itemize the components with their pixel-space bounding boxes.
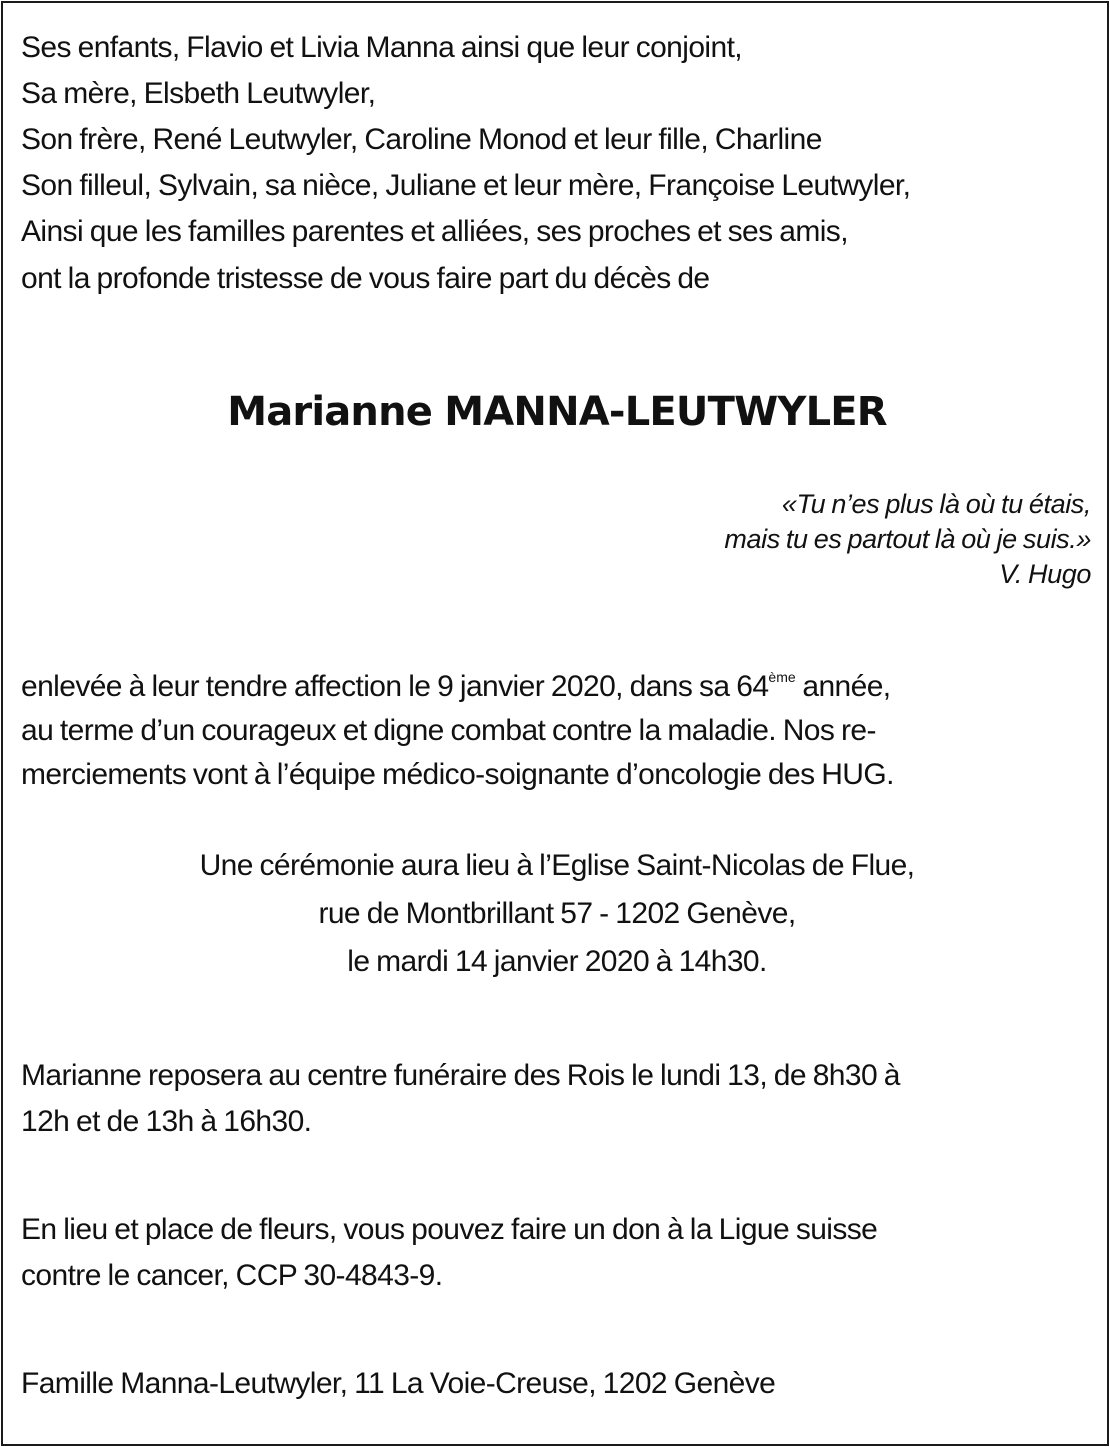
ceremony-datetime: le mardi 14 janvier 2020 à 14h30. [347, 945, 767, 978]
announcement-intro: ont la profonde tristesse de vous faire part du décès de [21, 262, 710, 295]
viewing-info [21, 1053, 1093, 1145]
donation-line-2: contre le cancer, CCP 30-4843-9. [21, 1259, 443, 1292]
death-notice-text: enlevée à leur tendre affection le 9 janvier 2020, dans sa 64 [21, 670, 769, 703]
deceased-name: Marianne MANNA-LEUTWYLER [227, 389, 887, 435]
ceremony-info [21, 842, 1093, 986]
notice-border [1, 1, 1109, 1446]
notice-content [21, 25, 1093, 1407]
quote-line-1: «Tu n’es plus là où tu étais, [781, 489, 1091, 519]
quote-block [21, 487, 1093, 592]
ordinal-suffix: ème [768, 669, 796, 685]
quote-author: V. Hugo [999, 559, 1091, 589]
mourner-line: Son filleul, Sylvain, sa nièce, Juliane et leur mère, Françoise Leutwyler, [21, 169, 911, 202]
death-notice-line-3: merciements vont à l’équipe médico-soignante d’oncologie des HUG. [21, 758, 894, 791]
mourner-line: Sa mère, Elsbeth Leutwyler, [21, 77, 376, 110]
ceremony-address: rue de Montbrillant 57 - 1202 Genève, [318, 897, 796, 930]
donation-info [21, 1207, 1093, 1299]
death-notice [21, 655, 1093, 797]
quote-line-2: mais tu es partout là où je suis.» [724, 524, 1091, 554]
mourners-list [21, 25, 1093, 255]
ceremony-location: Une cérémonie aura lieu à l’Eglise Saint-Nicolas de Flue, [199, 849, 915, 882]
mourner-line: Ses enfants, Flavio et Livia Manna ainsi que leur conjoint, [21, 31, 743, 64]
mourner-line: Ainsi que les familles parentes et alliées, ses proches et ses amis, [21, 215, 848, 248]
donation-line-1: En lieu et place de fleurs, vous pouvez faire un don à la Ligue suisse [21, 1213, 878, 1246]
viewing-line-2: 12h et de 13h à 16h30. [21, 1105, 312, 1138]
death-notice-text-end: année, [795, 670, 891, 703]
viewing-line-1: Marianne reposera au centre funéraire des Rois le lundi 13, de 8h30 à [21, 1059, 900, 1092]
family-address: Famille Manna-Leutwyler, 11 La Voie-Creuse, 1202 Genève [21, 1367, 776, 1400]
mourner-line: Son frère, René Leutwyler, Caroline Monod et leur fille, Charline [21, 123, 822, 156]
death-notice-line-2: au terme d’un courageux et digne combat contre la maladie. Nos re- [21, 714, 876, 747]
death-notice-line-1 [21, 655, 1093, 709]
